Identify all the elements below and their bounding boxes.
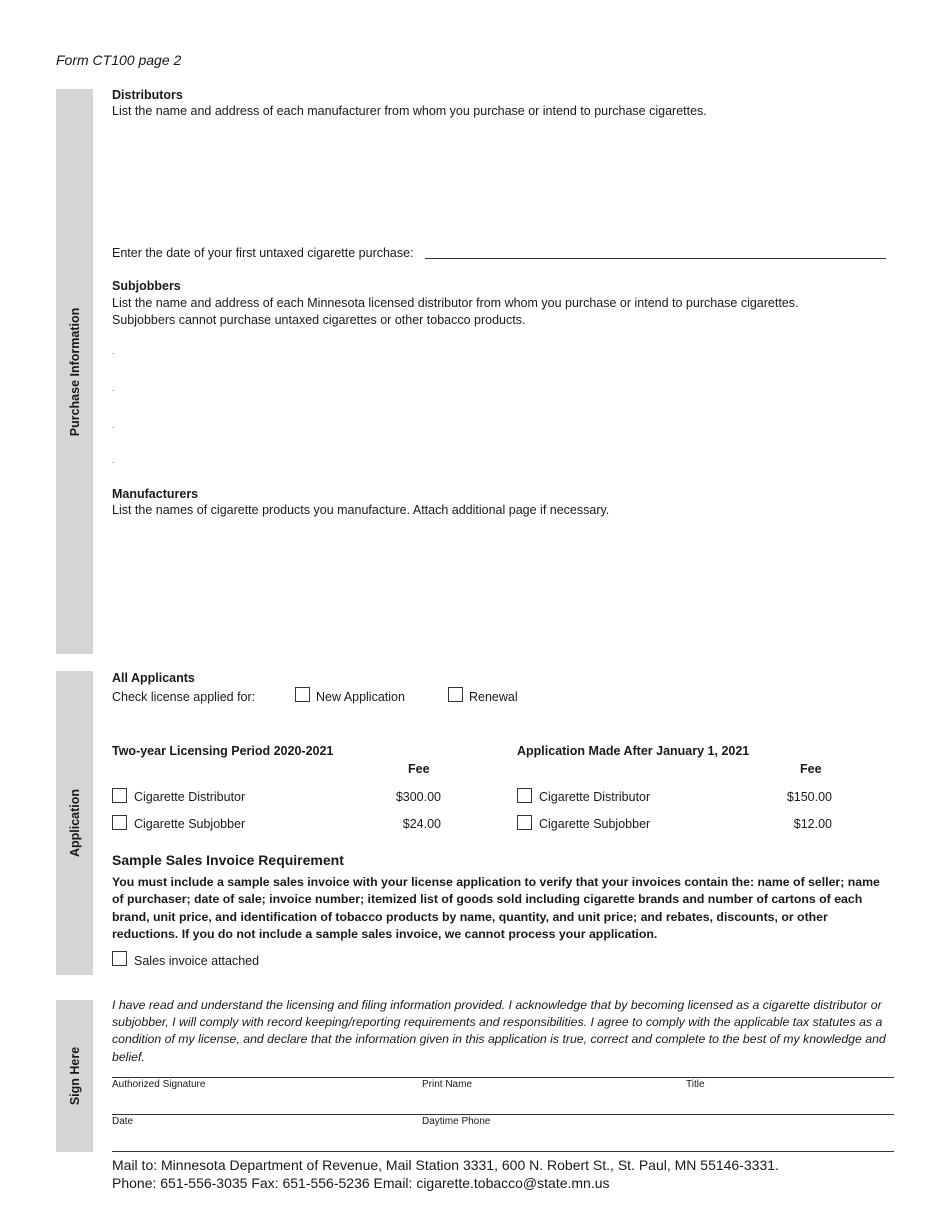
sidebar-application <box>56 671 93 975</box>
right-subjobber-label: Cigarette Subjobber <box>539 817 651 831</box>
check-license-label: Check license applied for: <box>112 690 256 704</box>
distributors-heading: Distributors <box>112 88 183 102</box>
print-name-label: Print Name <box>422 1079 473 1090</box>
left-fee-header: Fee <box>408 762 430 776</box>
manufacturers-heading: Manufacturers <box>112 487 199 501</box>
renewal-label: Renewal <box>469 690 518 704</box>
two-year-period-heading: Two-year Licensing Period 2020-2021 <box>112 744 334 758</box>
first-purchase-date-label: Enter the date of your first untaxed cigarette purchase: <box>112 246 414 260</box>
right-distributor-label: Cigarette Distributor <box>539 790 651 804</box>
distributors-instruction: List the name and address of each manufacturer from whom you purchase or intend to purchase cigarettes. <box>112 104 707 118</box>
entry-marker <box>112 390 114 391</box>
left-subjobber-checkbox[interactable] <box>112 815 127 830</box>
sidebar-sign-here <box>56 1000 93 1152</box>
sales-invoice-label: Sales invoice attached <box>134 954 260 968</box>
first-purchase-date-field[interactable] <box>425 258 886 259</box>
left-distributor-label: Cigarette Distributor <box>134 790 246 804</box>
sidebar-label: Application <box>67 788 82 858</box>
right-distributor-fee: $150.00 <box>786 790 832 804</box>
invoice-requirement-body: You must include a sample sales invoice with your license application to verify that your invoices contain the: name of seller; name of purchaser; date of sale; invoice number; itemized list of goods sold including cigarette brands and number of cartons of each brand, unit price, and identification of tobacco products by name, quantity, and unit price; and rebates, discounts, or other reductions. If you do not include a sample sales invoice, we cannot process your application. <box>112 875 880 941</box>
invoice-requirement-heading: Sample Sales Invoice Requirement <box>112 852 344 868</box>
signature-line[interactable] <box>112 1077 894 1078</box>
declaration-statement: I have read and understand the licensing and filing information provided. I acknowledge that by becoming licensed as a cigarette distributor or subjobber, I will comply with record keeping/reporting requirements and responsibilities. I agree to comply with the applicable tax statutes as a condition of my license, and declare that the information given in this application is true, correct and complete to the best of my knowledge and belief. <box>112 998 886 1064</box>
right-subjobber-fee: $12.00 <box>793 817 832 831</box>
date-phone-line[interactable] <box>112 1114 894 1115</box>
manufacturers-instruction: List the names of cigarette products you manufacture. Attach additional page if necessary. <box>112 503 610 517</box>
authorized-signature-label: Authorized Signature <box>112 1079 206 1090</box>
right-fee-header: Fee <box>800 762 822 776</box>
after-jan-heading: Application Made After January 1, 2021 <box>517 744 750 758</box>
new-application-checkbox[interactable] <box>295 687 310 702</box>
right-distributor-checkbox[interactable] <box>517 788 532 803</box>
sidebar-purchase-information <box>56 89 93 654</box>
title-label: Title <box>686 1079 705 1090</box>
daytime-phone-label: Daytime Phone <box>422 1116 491 1127</box>
subjobbers-instruction-1: List the name and address of each Minnesota licensed distributor from whom you purchase or intend to purchase cigarettes. <box>112 296 799 310</box>
entry-marker <box>112 427 114 428</box>
contact-info: Phone: 651-556-3035 Fax: 651-556-5236 Email: cigarette.tobacco@state.mn.us <box>112 1175 610 1191</box>
right-subjobber-checkbox[interactable] <box>517 815 532 830</box>
date-label: Date <box>112 1116 134 1127</box>
new-application-label: New Application <box>316 690 405 704</box>
mail-to-address: Mail to: Minnesota Department of Revenue, Mail Station 3331, 600 N. Robert St., St. Paul, MN 55146-3331. <box>112 1157 779 1173</box>
left-distributor-checkbox[interactable] <box>112 788 127 803</box>
sidebar-label: Purchase Information <box>67 307 82 436</box>
footer-rule <box>112 1151 894 1152</box>
entry-marker <box>112 353 114 354</box>
left-subjobber-label: Cigarette Subjobber <box>134 817 246 831</box>
all-applicants-heading: All Applicants <box>112 671 195 685</box>
subjobbers-instruction-2: Subjobbers cannot purchase untaxed cigarettes or other tobacco products. <box>112 313 526 327</box>
left-subjobber-fee: $24.00 <box>402 817 441 831</box>
left-distributor-fee: $300.00 <box>395 790 441 804</box>
entry-marker <box>112 462 114 463</box>
renewal-checkbox[interactable] <box>448 687 463 702</box>
subjobbers-heading: Subjobbers <box>112 279 181 293</box>
sidebar-label: Sign Here <box>67 1046 82 1106</box>
sales-invoice-checkbox[interactable] <box>112 951 127 966</box>
form-title: Form CT100 page 2 <box>56 52 182 68</box>
